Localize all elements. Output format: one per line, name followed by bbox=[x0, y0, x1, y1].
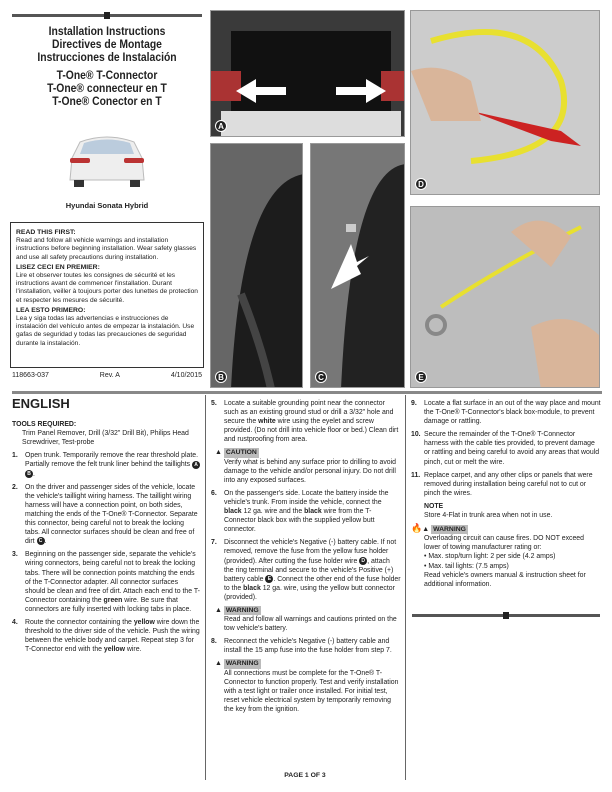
safety-text-fr: Lire et observer toutes les consignes de sécurité et les instructions avant de commencer l'installation. Durant l'installation, veiller à toujours porter des lunettes de protection et respecter les mesures de sécurité. bbox=[16, 272, 198, 304]
photo-d bbox=[410, 10, 600, 195]
ref-a: A bbox=[192, 461, 200, 469]
step-text: . Connect the other end of the fuse holder to the bbox=[224, 575, 401, 592]
language-heading: ENGLISH bbox=[12, 396, 70, 411]
step-text: Beginning on the passenger side, separate the vehicle's wiring connectors, being careful not to break the locking tabs. There will be connection points matching the ends of the T-Connector adapter. All connector surfaces should be clean and free of dirt. Attach each end to the T-Connector containing the bbox=[25, 551, 200, 604]
tools-list: Trim Panel Remover, Drill (3/32" Drill Bit), Philips Head Screwdriver, Test-probe bbox=[22, 430, 189, 447]
step-text: Replace carpet, and any other clips or panels that were removed during installation being careful not to cut or pinch the wires. bbox=[424, 471, 593, 497]
ref-c: C bbox=[37, 537, 45, 545]
header-rule bbox=[12, 14, 202, 17]
ref-b: B bbox=[25, 470, 33, 478]
step-text: Secure the remainder of the T-One® T-Connector harness with the cable ties provided, to prevent damage or rattling and being careful to avoid any areas that would pinch, cut or melt the wire. bbox=[424, 431, 600, 466]
safety-title-fr: LISEZ CECI EN PREMIER: bbox=[16, 263, 100, 271]
wire-color: yellow bbox=[133, 618, 155, 626]
step-text: wire down the threshold to the driver side of the vehicle. Push the wiring between the vehicle body and carpet. Repeat step 3 for T-Connector end with the bbox=[25, 618, 200, 654]
photo-b bbox=[210, 143, 303, 388]
caution-label: CAUTION bbox=[225, 449, 257, 457]
part-number: 118663-037 bbox=[12, 372, 49, 379]
product-es: T-One® Conector en T bbox=[52, 96, 162, 108]
section-rule bbox=[12, 391, 602, 394]
warning-triangle-icon: ▲ bbox=[215, 660, 222, 668]
product-en: T-One® T-Connector bbox=[56, 70, 158, 82]
title-block bbox=[10, 26, 204, 109]
step-2: 2. On the driver and passenger sides of the vehicle, locate the vehicle's taillight wiring harness. The taillight wiring harness will have a connection point, on both sides, matching the ends of the T-One® T-Connector. Separate this connector, being careful not to break the locking tabs. All connector surfaces should be clean and free of dirt C . bbox=[12, 483, 198, 546]
caution-text: Verify what is behind any surface prior to drilling to avoid damage to the vehicle and/or personal injury. Do not drill into any exposed surfaces. bbox=[224, 458, 396, 484]
column-3 bbox=[411, 399, 601, 593]
warning-triangle-icon: ▲ bbox=[215, 449, 222, 457]
wire-color: black bbox=[304, 508, 322, 516]
step-10: 10. Secure the remainder of the T-One® T-Connector harness with the cable ties provided, to prevent damage or rattling and being careful to avoid any areas that would pinch, cut or melt the wire. bbox=[411, 431, 600, 466]
step-text: Open trunk. Temporarily remove the rear threshold plate. Partially remove the felt trunk liner behind the taillights bbox=[25, 452, 198, 469]
warning-label: WARNING bbox=[433, 526, 466, 534]
step-text: Disconnect the vehicle's Negative (-) battery cable. If not removed, remove the fuse from the yellow fuse holder (provided). After cutting the fuse holder wire bbox=[224, 539, 397, 565]
doc-meta bbox=[12, 372, 202, 379]
step-text: 12 ga. wire and the bbox=[243, 508, 303, 516]
vehicle-name: Hyundai Sonata Hybrid bbox=[65, 201, 149, 210]
step-9: 9. Locate a flat surface in an out of the way place and mount the T-One® T-Connector's black box-module, to prevent damage or rattling. bbox=[411, 400, 601, 426]
photo-e bbox=[410, 206, 600, 388]
warning-text: Read and follow all warnings and cautions printed on the tow vehicle's battery. bbox=[224, 616, 397, 633]
photo-label-a: A bbox=[215, 120, 227, 132]
step-text: Locate a suitable grounding point near the connector such as an existing ground stud or drill a 3/32" hole and secure the bbox=[224, 400, 394, 426]
step-text: Reconnect the vehicle's Negative (-) battery cable and install the 15 amp fuse into the fuse holder from step 7. bbox=[224, 638, 392, 655]
step-8: 8. Reconnect the vehicle's Negative (-) battery cable and install the 15 amp fuse into the fuse holder from step 7. bbox=[211, 637, 401, 655]
safety-title-en: READ THIS FIRST: bbox=[16, 229, 76, 236]
photo-label-c: C bbox=[315, 371, 327, 383]
warning-label: WARNING bbox=[225, 606, 259, 614]
warning-text: All connections must be complete for the T-One® T-Connector to function properly. Test and verify installation with a test light or trailer once installed. For initial test, reset vehicle electrical system by temporarily removing the key from the ignition. bbox=[224, 669, 399, 713]
product-fr: T-One® connecteur en T bbox=[47, 83, 167, 95]
step-6: 6. On the passenger's side. Locate the battery inside the vehicle's trunk. From inside the vehicle, connect the black 12 ga. wire and the black wire from the T-Connector black box with the supplied yellow butt connector. bbox=[211, 489, 389, 534]
date: 4/10/2015 bbox=[170, 372, 202, 379]
title-fr: Directives de Montage bbox=[52, 39, 162, 51]
step-text: wire. bbox=[126, 646, 142, 654]
step-11: 11. Replace carpet, and any other clips or panels that were removed during installation being careful not to cut or pinch the wires. bbox=[411, 471, 601, 498]
bullet: • Max. stop/turn light: 2 per side (4.2 amps) bbox=[424, 553, 556, 561]
step-text: Route the connector containing the bbox=[25, 618, 132, 626]
safety-text-en: Read and follow all vehicle warnings and installation instructions before beginning installation. Wear safety glasses and use all safety precautions during installation. bbox=[16, 237, 197, 261]
step-text: , attach the ring terminal and secure to the vehicle's Positive (+) battery cable bbox=[224, 557, 394, 583]
note-text: Store 4-Flat in trunk area when not in use. bbox=[424, 512, 553, 520]
step-text: wire. Be sure that connectors are fully inserted with locking tabs in place. bbox=[25, 596, 192, 613]
wire-color: black bbox=[243, 584, 261, 592]
column-divider bbox=[205, 395, 206, 780]
step-text: On the passenger's side. Locate the battery inside the vehicle's trunk. From inside the vehicle, connect the bbox=[224, 489, 389, 506]
step-3: 3. Beginning on the passenger side, separate the vehicle's wiring connectors, being careful not to break the locking tabs. There will be connection points matching the ends of the T-Connector adapter. All connector surfaces should be clean and free of dirt. Attach each end to the T-Connector containing the green wire. Be sure that connectors are fully inserted with locking tabs in place. bbox=[12, 551, 200, 613]
step-text: wire from the T-Connector black box with the supplied yellow butt connector. bbox=[224, 508, 375, 534]
step-7: 7. Disconnect the vehicle's Negative (-) battery cable. If not removed, remove the fuse from the yellow fuse holder (provided). After cutting the fuse holder wire D , attach the ring terminal and secure to the vehicle's Positive (+) battery cable E . Connect the other end of the fuse holder to the black 12 ga. wire, using the yellow butt connector (provided). bbox=[211, 539, 401, 601]
wire-color: black bbox=[224, 508, 242, 516]
safety-title-es: LEA ESTO PRIMERO: bbox=[16, 306, 86, 314]
wire-color: yellow bbox=[103, 646, 125, 654]
wire-color: white bbox=[258, 418, 276, 426]
title-en: Installation Instructions bbox=[48, 26, 166, 38]
note-label: NOTE bbox=[424, 502, 444, 510]
step-text: On the driver and passenger sides of the vehicle, locate the vehicle's taillight wiring harness. The taillight wiring harness will have a connection point, on both sides, matching the ends of the T-One® T-Connector. Separate this connector, being careful not to break the locking tabs. All connector surfaces should be clean and free of dirt bbox=[25, 483, 198, 546]
warning-label: WARNING bbox=[225, 660, 259, 668]
column-divider bbox=[405, 395, 406, 780]
title-es: Instrucciones de Instalación bbox=[37, 52, 177, 64]
safety-box bbox=[10, 222, 204, 368]
step-4: 4. Route the connector containing the yellow wire down the threshold to the driver side of the vehicle. Push the wiring between the vehicle body and carpet. Repeat step 3 for T-Connector end with the yellow wire. bbox=[12, 618, 200, 654]
photo-label-d: D bbox=[415, 178, 427, 190]
step-text: wire using the eyelet and screw provided. (Do not drill into vehicle floor or bed.) Clean dirt and rustproofing from area. bbox=[224, 418, 399, 444]
page-number: PAGE 1 OF 3 bbox=[284, 772, 326, 779]
safety-text-es: Lea y siga todas las advertencias e instrucciones de instalación del vehículo antes de empezar la instalación. Use gafas de seguridad y todas las precauciones de seguridad durante la instalación. bbox=[16, 315, 195, 347]
vehicle-image bbox=[62, 128, 152, 190]
photo-c bbox=[310, 143, 405, 388]
fire-hazard-icon: 🔥 bbox=[411, 523, 423, 534]
revision: Rev. A bbox=[99, 372, 120, 379]
step-text: 12 ga. wire, using the yellow butt connector (provided). bbox=[224, 584, 395, 601]
photo-label-e: E bbox=[415, 371, 427, 383]
column-2 bbox=[211, 399, 401, 718]
warning-triangle-icon: ▲ bbox=[422, 526, 430, 534]
tools-title: TOOLS REQUIRED: bbox=[12, 421, 77, 429]
step-text: Locate a flat surface in an out of the way place and mount the T-One® T-Connector's black box-module, to prevent damage or rattling. bbox=[424, 400, 601, 426]
end-rule bbox=[412, 614, 600, 617]
warning-triangle-icon: ▲ bbox=[215, 606, 222, 614]
warning-text: Overloading circuit can cause fires. DO NOT exceed lower of towing manufacturer rating or: bbox=[424, 535, 584, 552]
wire-color: green bbox=[103, 596, 123, 604]
photo-label-b: B bbox=[215, 371, 227, 383]
ref-d: D bbox=[359, 557, 367, 565]
photo-a bbox=[210, 10, 405, 137]
step-5: 5. Locate a suitable grounding point near the connector such as an existing ground stud or drill a 3/32" hole and secure the white wire using the eyelet and screw provided. (Do not drill into vehicle floor or bed.) Clean dirt and rustproofing from area. bbox=[211, 400, 399, 444]
warning-text: Read vehicle's owners manual & instruction sheet for additional information. bbox=[424, 571, 586, 588]
ref-e: E bbox=[265, 575, 273, 583]
column-1 bbox=[12, 396, 200, 658]
step-1: 1. Open trunk. Temporarily remove the rear threshold plate. Partially remove the felt trunk liner behind the taillights AB . bbox=[12, 452, 198, 478]
bullet: • Max. tail lights: (7.5 amps) bbox=[424, 562, 509, 570]
